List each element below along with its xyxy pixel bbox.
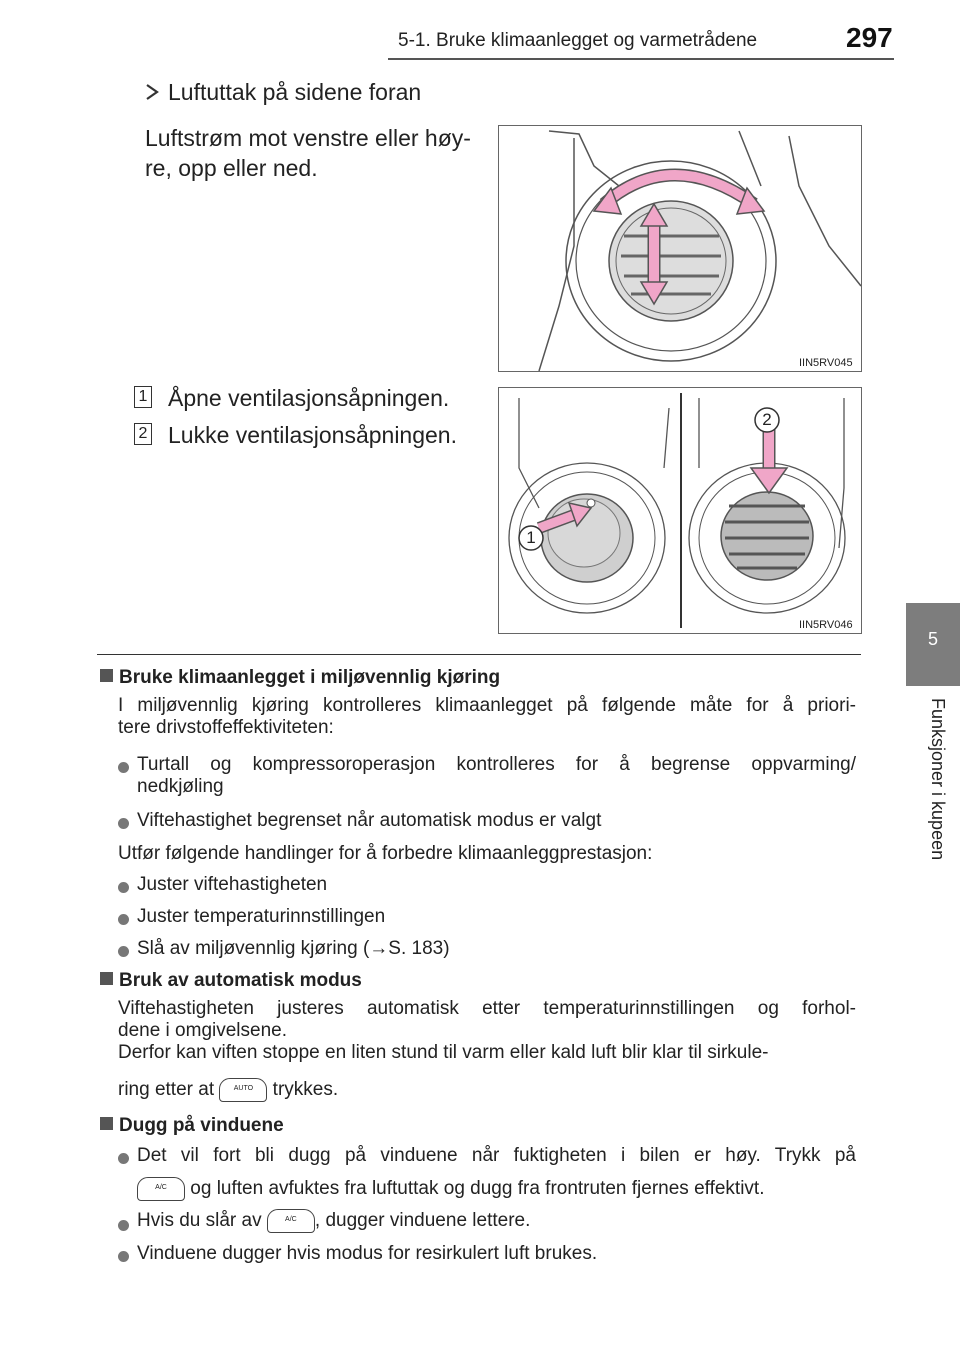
eco-improve-text: Utfør følgende handlinger for å forbedre klimaanleggprestasjon: bbox=[118, 843, 653, 864]
dew-heading-text: Dugg på vinduene bbox=[119, 1115, 284, 1136]
open-close-illustration bbox=[499, 388, 861, 633]
callout-label-2: 2 bbox=[762, 410, 772, 429]
eco-improve-1: Juster viftehastigheten bbox=[137, 874, 328, 895]
header-divider bbox=[388, 58, 894, 60]
dew-bullet-1-line-2-text: og luften avfuktes fra luftuttak og dugg fra frontruten fjernes effektivt. bbox=[190, 1178, 765, 1200]
dot-bullet-icon bbox=[118, 880, 129, 898]
page-number: 297 bbox=[846, 22, 893, 53]
square-bullet-icon bbox=[100, 972, 113, 985]
eco-intro-2: tere drivstoffeffektiviteten: bbox=[118, 717, 334, 738]
dot-bullet-icon bbox=[118, 1151, 129, 1169]
section-title: 5-1. Bruke klimaanlegget og varmetrådene bbox=[398, 30, 758, 51]
eco-heading-text: Bruke klimaanlegget i miljøvennlig kjøring bbox=[119, 667, 501, 688]
chapter-label-box bbox=[913, 698, 953, 888]
figure-side-vent bbox=[498, 125, 862, 372]
ac-button-label: A/C bbox=[285, 1216, 297, 1223]
figure-open-close-vent bbox=[498, 387, 862, 634]
ac-button-label: A/C bbox=[155, 1184, 167, 1191]
item-number-1: 1 bbox=[134, 386, 152, 408]
callout-label-1: 1 bbox=[526, 528, 536, 547]
chapter-tab: 5 bbox=[906, 603, 960, 686]
auto-button-icon bbox=[219, 1078, 267, 1102]
auto-button-label: AUTO bbox=[233, 1085, 254, 1092]
item-text-2: Lukke ventilasjonsåpningen. bbox=[168, 422, 457, 448]
ac-button-icon bbox=[137, 1177, 185, 1201]
figure-code: IIN5RV046 bbox=[799, 619, 853, 631]
eco-bullet-1-line-2: nedkjøling bbox=[137, 776, 224, 797]
dew-bullet-1-line-2 bbox=[137, 1177, 764, 1201]
square-bullet-icon bbox=[100, 1117, 113, 1130]
auto-line-2: dene i omgivelsene. bbox=[118, 1020, 287, 1041]
dew-bullet-1-line-1: Det vil fort bli dugg på vinduene når fuktigheten i bilen er høy. Trykk på bbox=[137, 1145, 856, 1166]
side-vent-illustration bbox=[499, 126, 861, 371]
dot-bullet-icon bbox=[118, 1218, 129, 1236]
auto-heading-text: Bruk av automatisk modus bbox=[119, 970, 362, 991]
auto-line-1: Viftehastigheten justeres automatisk etter temperaturinnstillingen og forhol- bbox=[118, 998, 856, 1019]
eco-bullet-1-line-1: Turtall og kompressoroperasjon kontrolleres for å begrense oppvarming/ bbox=[137, 754, 856, 775]
dot-bullet-icon bbox=[118, 1249, 129, 1267]
dew-bullet-3: Vinduene dugger hvis modus for resirkulert luft brukes. bbox=[137, 1243, 598, 1264]
auto-line-4-after: trykkes. bbox=[272, 1079, 339, 1101]
eco-improve-3: Slå av miljøvennlig kjøring (→S. 183) bbox=[137, 938, 450, 959]
dot-bullet-icon bbox=[118, 912, 129, 930]
ac-button-icon bbox=[267, 1209, 315, 1233]
eco-improve-2: Juster temperaturinnstillingen bbox=[137, 906, 386, 927]
eco-bullet-2: Viftehastighet begrenset når automatisk modus er valgt bbox=[137, 810, 602, 831]
eco-heading bbox=[100, 667, 500, 689]
item-text-1: Åpne ventilasjonsåpningen. bbox=[168, 385, 450, 411]
desc-line-1: Luftstrøm mot venstre eller høy- bbox=[145, 125, 471, 151]
desc-line-2: re, opp eller ned. bbox=[145, 155, 318, 181]
dew-bullet-2-before: Hvis du slår av bbox=[137, 1210, 262, 1232]
eco-intro-1: I miljøvennlig kjøring kontrolleres klimaanlegget på følgende måte for å priori- bbox=[118, 695, 856, 716]
item-number-2: 2 bbox=[134, 423, 152, 445]
dot-bullet-icon bbox=[118, 944, 129, 962]
pointer-icon bbox=[145, 83, 159, 106]
auto-line-4-before: ring etter at bbox=[118, 1079, 215, 1101]
dew-bullet-2 bbox=[137, 1209, 530, 1233]
dot-bullet-icon bbox=[118, 816, 129, 834]
dot-bullet-icon bbox=[118, 760, 129, 778]
square-bullet-icon bbox=[100, 669, 113, 682]
dew-heading bbox=[100, 1115, 284, 1137]
auto-line-3: Derfor kan viften stoppe en liten stund til varm eller kald luft blir klar til sirkule- bbox=[118, 1042, 769, 1063]
auto-heading bbox=[100, 970, 362, 992]
auto-line-4 bbox=[118, 1078, 338, 1102]
subsection-title: Luftuttak på sidene foran bbox=[168, 79, 422, 105]
chapter-label: Funksjoner i kupeen bbox=[928, 698, 948, 861]
dew-bullet-2-after: , dugger vinduene lettere. bbox=[314, 1210, 531, 1232]
figure-code: IIN5RV045 bbox=[799, 357, 853, 369]
section-divider bbox=[97, 654, 861, 655]
